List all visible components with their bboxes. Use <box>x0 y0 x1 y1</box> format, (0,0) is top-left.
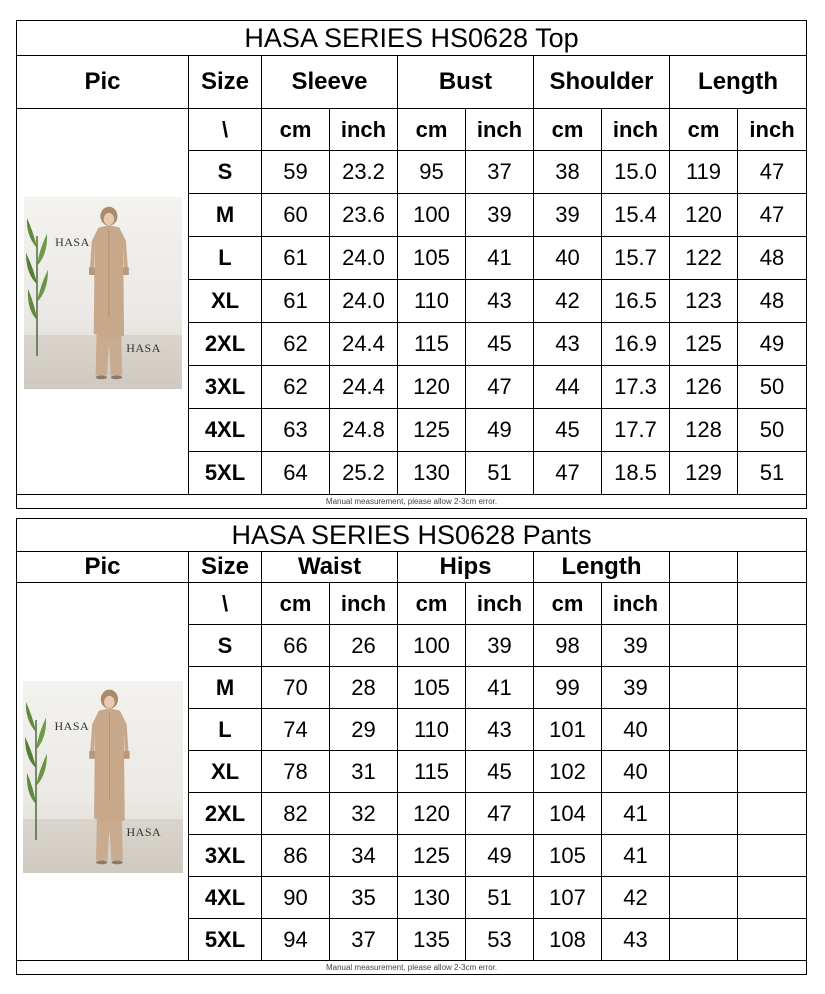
shoulder-cm-value: 47 <box>534 452 602 495</box>
watermark-text: HASA <box>126 341 161 355</box>
hips-cm-value: 110 <box>398 709 466 751</box>
empty-cell <box>738 919 807 961</box>
hips-cm-value: 130 <box>398 877 466 919</box>
length-inch-value: 47 <box>738 151 807 194</box>
pic-header: Pic <box>17 552 189 583</box>
waist-cm-value: 66 <box>262 625 330 667</box>
bust-cm-value: 115 <box>398 323 466 366</box>
watermark-text: HASA <box>55 235 90 250</box>
length-inch-value: 51 <box>738 452 807 495</box>
length-cm-value: 108 <box>534 919 602 961</box>
plant-icon <box>25 696 47 840</box>
bust-cm-value: 120 <box>398 366 466 409</box>
waist-inch-value: 32 <box>330 793 398 835</box>
cm-unit-cell: cm <box>398 109 466 151</box>
length-inch-value: 49 <box>738 323 807 366</box>
top-measurement-note: Manual measurement, please allow 2-3cm error. <box>17 495 807 509</box>
empty-cell <box>738 877 807 919</box>
hips-cm-value: 100 <box>398 625 466 667</box>
waist-cm-value: 70 <box>262 667 330 709</box>
waist-inch-value: 31 <box>330 751 398 793</box>
model-figure <box>71 683 148 871</box>
empty-cell <box>738 667 807 709</box>
waist-inch-value: 28 <box>330 667 398 709</box>
bust-inch-value: 37 <box>466 151 534 194</box>
waist-inch-value: 26 <box>330 625 398 667</box>
length-cm-value: 105 <box>534 835 602 877</box>
size-label: 4XL <box>189 409 262 452</box>
size-label: 5XL <box>189 452 262 495</box>
length-cm-value: 102 <box>534 751 602 793</box>
shoulder-cm-value: 44 <box>534 366 602 409</box>
cm-unit-cell: cm <box>670 109 738 151</box>
hips-cm-value: 135 <box>398 919 466 961</box>
bust-header: Bust <box>398 56 534 109</box>
empty-cell <box>738 583 807 625</box>
length-inch-value: 40 <box>602 751 670 793</box>
inch-unit-cell: inch <box>466 583 534 625</box>
inch-unit-cell: inch <box>602 583 670 625</box>
hips-inch-value: 41 <box>466 667 534 709</box>
shoulder-inch-value: 18.5 <box>602 452 670 495</box>
length-inch-value: 41 <box>602 835 670 877</box>
empty-cell <box>738 835 807 877</box>
size-label: L <box>189 709 262 751</box>
pic-cell <box>17 109 189 495</box>
length-cm-value: 107 <box>534 877 602 919</box>
cm-unit-cell: cm <box>534 583 602 625</box>
cm-unit-cell: cm <box>534 109 602 151</box>
length-cm-value: 99 <box>534 667 602 709</box>
length-cm-value: 126 <box>670 366 738 409</box>
bust-cm-value: 100 <box>398 194 466 237</box>
size-header: Size <box>189 56 262 109</box>
hips-header: Hips <box>398 552 534 583</box>
empty-header-cell <box>670 552 738 583</box>
sleeve-cm-value: 61 <box>262 237 330 280</box>
shoulder-inch-value: 15.7 <box>602 237 670 280</box>
shoulder-cm-value: 42 <box>534 280 602 323</box>
hips-inch-value: 51 <box>466 877 534 919</box>
size-label: S <box>189 151 262 194</box>
bust-inch-value: 43 <box>466 280 534 323</box>
inch-unit-cell: inch <box>330 583 398 625</box>
shoulder-inch-value: 17.3 <box>602 366 670 409</box>
sleeve-inch-value: 24.8 <box>330 409 398 452</box>
sleeve-cm-value: 60 <box>262 194 330 237</box>
size-label: XL <box>189 751 262 793</box>
pic-header: Pic <box>17 56 189 109</box>
model-figure <box>71 199 147 387</box>
empty-cell <box>670 793 738 835</box>
sleeve-cm-value: 62 <box>262 366 330 409</box>
size-label: M <box>189 667 262 709</box>
bust-inch-value: 49 <box>466 409 534 452</box>
length-header: Length <box>670 56 807 109</box>
shoulder-cm-value: 38 <box>534 151 602 194</box>
length-cm-value: 125 <box>670 323 738 366</box>
size-label: S <box>189 625 262 667</box>
bust-inch-value: 41 <box>466 237 534 280</box>
hips-cm-value: 120 <box>398 793 466 835</box>
bust-inch-value: 39 <box>466 194 534 237</box>
size-label: 5XL <box>189 919 262 961</box>
inch-unit-cell: inch <box>330 109 398 151</box>
length-cm-value: 128 <box>670 409 738 452</box>
empty-cell <box>670 751 738 793</box>
cm-unit-cell: cm <box>398 583 466 625</box>
length-inch-value: 48 <box>738 237 807 280</box>
empty-cell <box>738 793 807 835</box>
empty-cell <box>670 877 738 919</box>
hips-inch-value: 49 <box>466 835 534 877</box>
waist-cm-value: 86 <box>262 835 330 877</box>
size-unit-cell: \ <box>189 109 262 151</box>
hips-inch-value: 45 <box>466 751 534 793</box>
length-inch-value: 41 <box>602 793 670 835</box>
shoulder-cm-value: 39 <box>534 194 602 237</box>
waist-inch-value: 35 <box>330 877 398 919</box>
sleeve-inch-value: 23.2 <box>330 151 398 194</box>
hips-inch-value: 53 <box>466 919 534 961</box>
pants-table-body <box>17 583 807 961</box>
shoulder-header: Shoulder <box>534 56 670 109</box>
length-inch-value: 39 <box>602 625 670 667</box>
bust-inch-value: 45 <box>466 323 534 366</box>
size-label: 2XL <box>189 323 262 366</box>
watermark-text: HASA <box>54 719 90 734</box>
length-inch-value: 39 <box>602 667 670 709</box>
model-photo <box>24 197 182 389</box>
top-chart-title: HASA SERIES HS0628 Top <box>17 21 807 56</box>
empty-cell <box>670 709 738 751</box>
empty-cell <box>670 583 738 625</box>
empty-cell <box>738 751 807 793</box>
pants-measurement-note: Manual measurement, please allow 2-3cm error. <box>17 961 807 975</box>
size-label: M <box>189 194 262 237</box>
shoulder-cm-value: 45 <box>534 409 602 452</box>
length-cm-value: 120 <box>670 194 738 237</box>
shoulder-inch-value: 16.9 <box>602 323 670 366</box>
length-cm-value: 123 <box>670 280 738 323</box>
length-inch-value: 48 <box>738 280 807 323</box>
bust-cm-value: 110 <box>398 280 466 323</box>
sleeve-header: Sleeve <box>262 56 398 109</box>
shoulder-inch-value: 17.7 <box>602 409 670 452</box>
bust-inch-value: 47 <box>466 366 534 409</box>
pants-size-chart <box>16 518 807 975</box>
sleeve-inch-value: 24.4 <box>330 366 398 409</box>
length-inch-value: 47 <box>738 194 807 237</box>
size-unit-cell: \ <box>189 583 262 625</box>
waist-cm-value: 90 <box>262 877 330 919</box>
bust-cm-value: 95 <box>398 151 466 194</box>
waist-cm-value: 78 <box>262 751 330 793</box>
empty-cell <box>738 625 807 667</box>
top-table-body <box>17 109 807 495</box>
hips-inch-value: 43 <box>466 709 534 751</box>
sleeve-cm-value: 59 <box>262 151 330 194</box>
length-header: Length <box>534 552 670 583</box>
hips-cm-value: 115 <box>398 751 466 793</box>
sleeve-inch-value: 25.2 <box>330 452 398 495</box>
length-inch-value: 40 <box>602 709 670 751</box>
cm-unit-cell: cm <box>262 109 330 151</box>
length-cm-value: 101 <box>534 709 602 751</box>
length-cm-value: 122 <box>670 237 738 280</box>
length-inch-value: 50 <box>738 409 807 452</box>
shoulder-cm-value: 40 <box>534 237 602 280</box>
size-label: 2XL <box>189 793 262 835</box>
length-inch-value: 43 <box>602 919 670 961</box>
length-inch-value: 42 <box>602 877 670 919</box>
size-label: L <box>189 237 262 280</box>
length-cm-value: 104 <box>534 793 602 835</box>
empty-cell <box>670 667 738 709</box>
sleeve-cm-value: 63 <box>262 409 330 452</box>
length-cm-value: 119 <box>670 151 738 194</box>
inch-unit-cell: inch <box>466 109 534 151</box>
size-label: 3XL <box>189 366 262 409</box>
sleeve-cm-value: 62 <box>262 323 330 366</box>
shoulder-inch-value: 15.4 <box>602 194 670 237</box>
inch-unit-cell: inch <box>738 109 807 151</box>
waist-cm-value: 82 <box>262 793 330 835</box>
empty-cell <box>670 919 738 961</box>
size-label: XL <box>189 280 262 323</box>
shoulder-inch-value: 15.0 <box>602 151 670 194</box>
shoulder-cm-value: 43 <box>534 323 602 366</box>
watermark-text: HASA <box>126 825 162 839</box>
sleeve-cm-value: 64 <box>262 452 330 495</box>
plant-icon <box>26 212 48 356</box>
sleeve-cm-value: 61 <box>262 280 330 323</box>
bust-inch-value: 51 <box>466 452 534 495</box>
hips-inch-value: 47 <box>466 793 534 835</box>
hips-cm-value: 105 <box>398 667 466 709</box>
hips-inch-value: 39 <box>466 625 534 667</box>
empty-header-cell <box>738 552 807 583</box>
waist-cm-value: 74 <box>262 709 330 751</box>
waist-inch-value: 34 <box>330 835 398 877</box>
size-header: Size <box>189 552 262 583</box>
sleeve-inch-value: 24.4 <box>330 323 398 366</box>
hips-cm-value: 125 <box>398 835 466 877</box>
shoulder-inch-value: 16.5 <box>602 280 670 323</box>
sleeve-inch-value: 24.0 <box>330 280 398 323</box>
bust-cm-value: 105 <box>398 237 466 280</box>
waist-cm-value: 94 <box>262 919 330 961</box>
waist-inch-value: 37 <box>330 919 398 961</box>
empty-cell <box>670 625 738 667</box>
top-size-chart <box>16 20 807 509</box>
waist-header: Waist <box>262 552 398 583</box>
size-label: 4XL <box>189 877 262 919</box>
cm-unit-cell: cm <box>262 583 330 625</box>
length-cm-value: 98 <box>534 625 602 667</box>
inch-unit-cell: inch <box>602 109 670 151</box>
sleeve-inch-value: 24.0 <box>330 237 398 280</box>
bust-cm-value: 130 <box>398 452 466 495</box>
pic-cell <box>17 583 189 961</box>
length-cm-value: 129 <box>670 452 738 495</box>
empty-cell <box>670 835 738 877</box>
size-label: 3XL <box>189 835 262 877</box>
pants-chart-title: HASA SERIES HS0628 Pants <box>17 519 807 552</box>
model-photo <box>23 681 183 873</box>
sleeve-inch-value: 23.6 <box>330 194 398 237</box>
bust-cm-value: 125 <box>398 409 466 452</box>
empty-cell <box>738 709 807 751</box>
length-inch-value: 50 <box>738 366 807 409</box>
waist-inch-value: 29 <box>330 709 398 751</box>
